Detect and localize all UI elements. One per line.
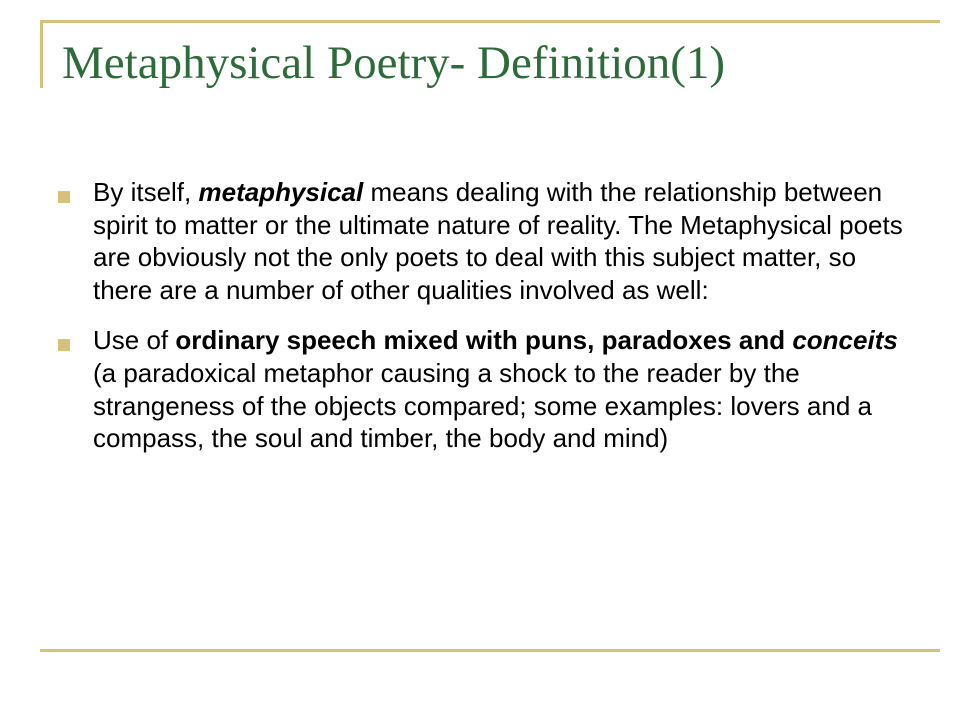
emphasis-term: metaphysical [198, 177, 364, 207]
bold-phrase: ordinary speech mixed with puns, paradoxes and [175, 325, 793, 356]
bullet-text: By itself, metaphysical means dealing with the relationship between spirit to matter or the ultimate nature of reality. The Metaphysical poets are obviously not the only poets to deal with this subject matter, so there are a number of other qualities involved as well: [93, 177, 903, 305]
bullet-list [58, 176, 920, 473]
top-rule [40, 20, 940, 23]
left-rule [40, 20, 43, 88]
slide-title: Metaphysical Poetry- Definition(1) [62, 37, 726, 89]
bottom-rule [40, 649, 940, 652]
square-bullet-icon [58, 339, 70, 351]
bullet-item [58, 324, 920, 454]
emphasis-term: conceits [792, 325, 898, 356]
bullet-text: Use of ordinary speech mixed with puns, paradoxes and conceits (a paradoxical metaphor causing a shock to the reader by the strangeness of the objects compared; some examples: lovers and a compass, the soul and timber, the body and mind) [93, 325, 898, 454]
square-bullet-icon [58, 191, 70, 203]
bullet-item [58, 176, 920, 306]
